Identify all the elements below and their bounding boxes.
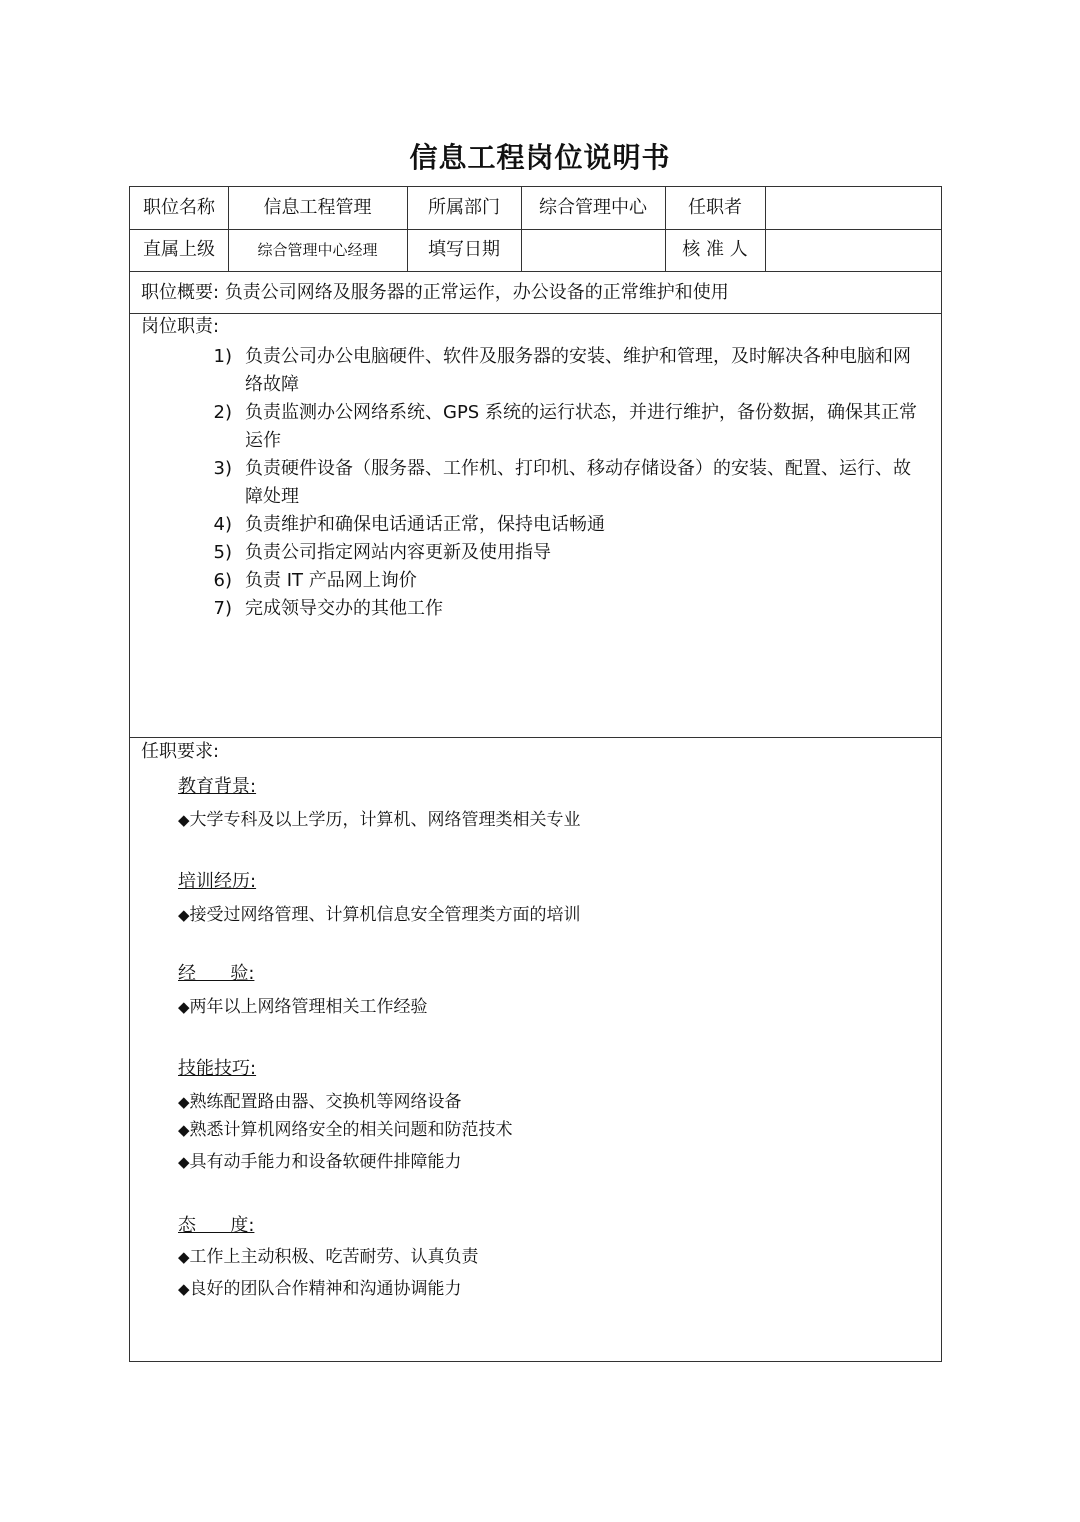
attitude-bullet: ◆良好的团队合作精神和沟通协调能力 [178, 1279, 462, 1299]
department-value: 综合管理中心 [539, 197, 647, 218]
job-description-table [129, 186, 942, 1362]
duty-text: 负责维护和确保电话通话正常，保持电话畅通 [245, 514, 605, 535]
skills-bullet: ◆熟悉计算机网络安全的相关问题和防范技术 [178, 1120, 513, 1140]
duty-text: 负责公司指定网站内容更新及使用指导 [245, 542, 551, 563]
diamond-bullet-icon: ◆ [178, 906, 190, 924]
skills-bullet: ◆熟练配置路由器、交换机等网络设备 [178, 1092, 462, 1112]
duty-number: 4) [213, 514, 232, 535]
duties-label: 岗位职责: [141, 316, 220, 337]
duty-number: 2) [213, 402, 232, 423]
attitude-heading: 态 度: [178, 1215, 255, 1236]
skills-bullet: ◆具有动手能力和设备软硬件排障能力 [178, 1152, 462, 1172]
row-divider [130, 313, 941, 314]
education-heading: 教育背景: [178, 776, 257, 797]
training-heading: 培训经历: [178, 871, 257, 892]
duty-text: 负责监测办公网络系统、GPS 系统的运行状态，并进行维护，备份数据，确保其正常运作 [245, 402, 917, 451]
duty-number: 7) [213, 598, 232, 619]
attitude-bullet: ◆工作上主动积极、吃苦耐劳、认真负责 [178, 1247, 479, 1267]
education-bullet: ◆大学专科及以上学历，计算机、网络管理类相关专业 [178, 810, 581, 830]
training-bullet: ◆接受过网络管理、计算机信息安全管理类方面的培训 [178, 905, 581, 925]
diamond-bullet-icon: ◆ [178, 998, 190, 1016]
supervisor-label: 直属上级 [143, 239, 215, 260]
row-divider [130, 271, 941, 272]
incumbent-label: 任职者 [688, 197, 742, 218]
diamond-bullet-icon: ◆ [178, 1248, 190, 1266]
approver-value [765, 229, 941, 271]
position-name-value: 信息工程管理 [263, 197, 372, 218]
duty-text: 负责 IT 产品网上询价 [245, 570, 417, 591]
position-name-label: 职位名称 [143, 197, 215, 218]
summary-text: 负责公司网络及服务器的正常运作，办公设备的正常维护和使用 [224, 282, 729, 303]
fill-date-label: 填写日期 [428, 239, 500, 260]
diamond-bullet-icon: ◆ [178, 1153, 190, 1171]
document-title: 信息工程岗位说明书 [409, 141, 671, 174]
duty-number: 6) [213, 570, 232, 591]
diamond-bullet-icon: ◆ [178, 1280, 190, 1298]
approver-label: 核 准 人 [682, 239, 748, 260]
diamond-bullet-icon: ◆ [178, 811, 190, 829]
fill-date-value [521, 229, 665, 271]
duty-number: 3) [213, 458, 232, 479]
diamond-bullet-icon: ◆ [178, 1121, 190, 1139]
position-summary [141, 281, 729, 305]
diamond-bullet-icon: ◆ [178, 1093, 190, 1111]
summary-label: 职位概要: [141, 282, 220, 303]
supervisor-value: 综合管理中心经理 [257, 241, 378, 259]
duty-text: 负责硬件设备（服务器、工作机、打印机、移动存储设备）的安装、配置、运行、故障处理 [245, 458, 911, 507]
duty-number: 5) [213, 542, 232, 563]
experience-heading: 经 验: [178, 963, 255, 984]
experience-bullet: ◆两年以上网络管理相关工作经验 [178, 997, 428, 1017]
duty-text: 负责公司办公电脑硬件、软件及服务器的安装、维护和管理，及时解决各种电脑和网络故障 [245, 346, 911, 395]
department-label: 所属部门 [428, 197, 500, 218]
row-divider [130, 737, 941, 738]
skills-heading: 技能技巧: [178, 1058, 257, 1079]
duty-text: 完成领导交办的其他工作 [245, 598, 443, 619]
duty-number: 1) [213, 346, 232, 367]
incumbent-value [765, 187, 941, 229]
requirements-label: 任职要求: [141, 741, 220, 762]
